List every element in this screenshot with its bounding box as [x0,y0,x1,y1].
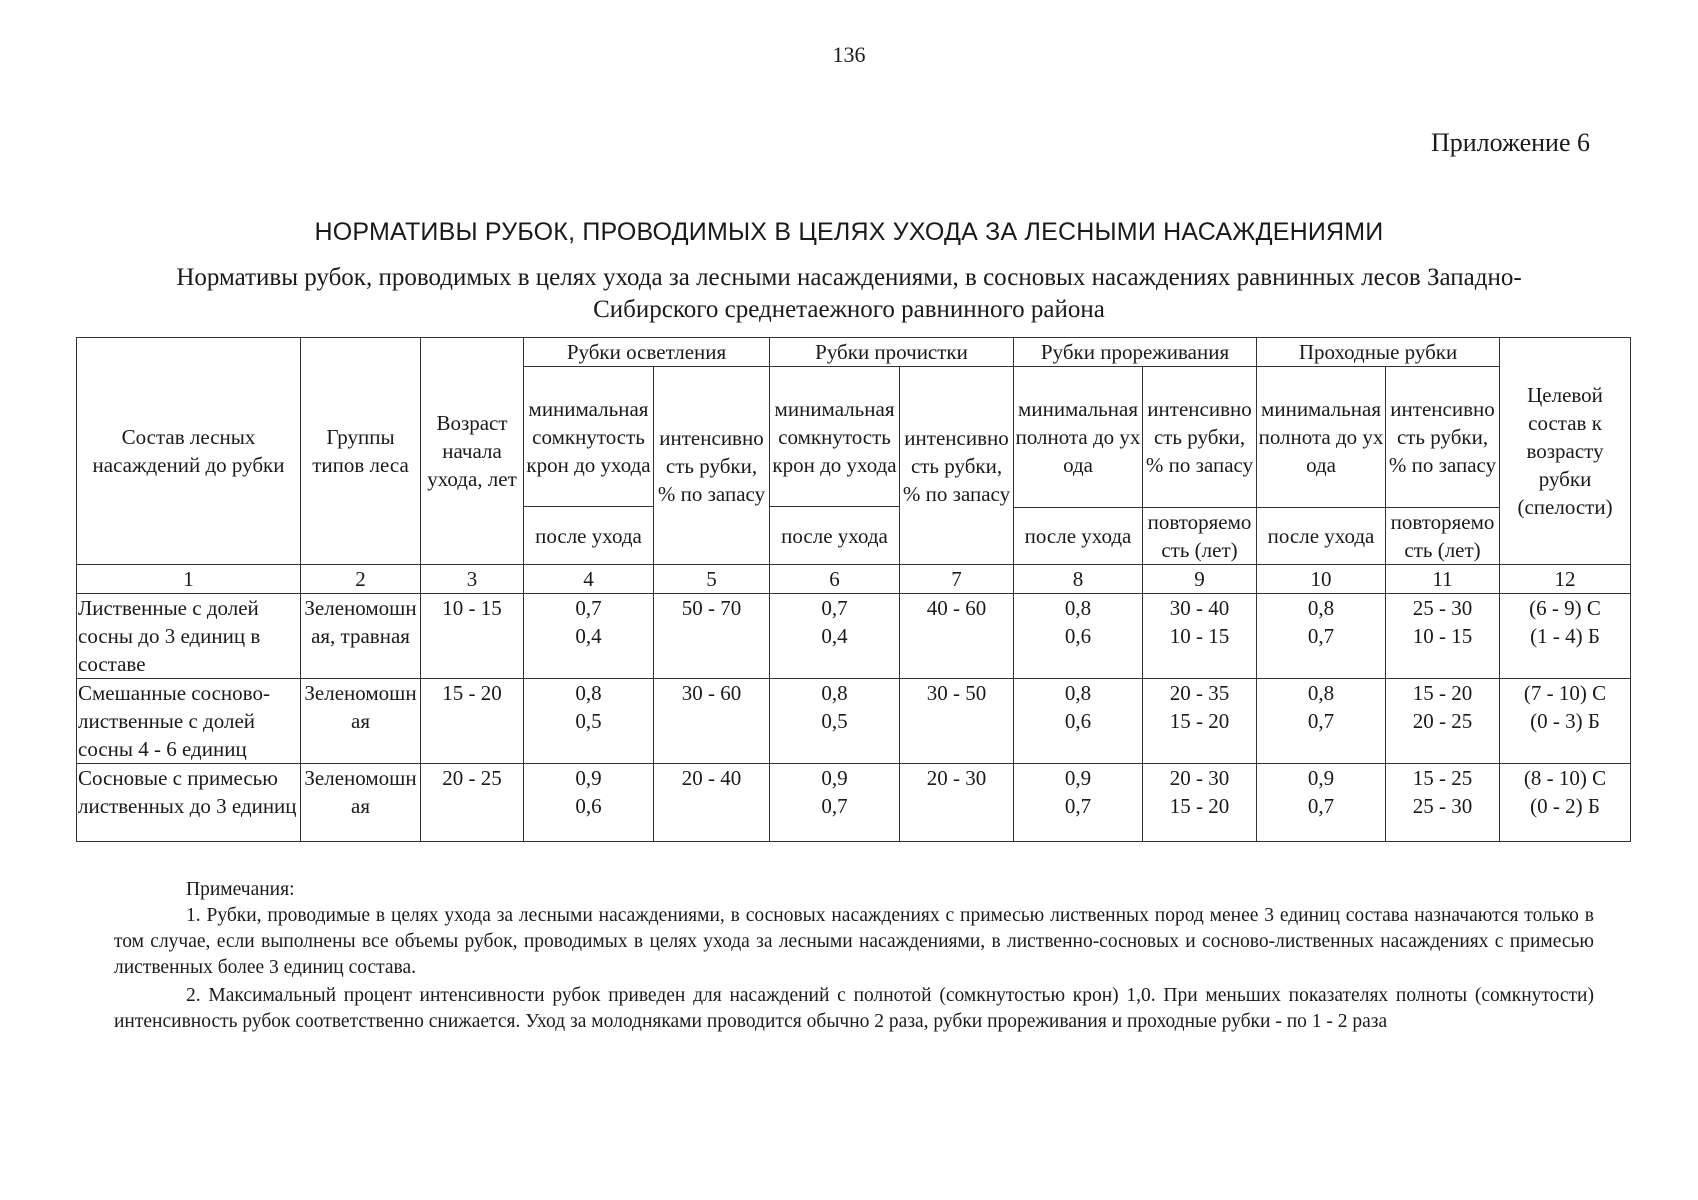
col-number: 1 [77,565,301,594]
header-prr-repeat: повторяемость (лет) [1143,508,1257,565]
cell-value: 10 - 15 [442,596,502,620]
table-cell [1500,764,1631,842]
document-title: НОРМАТИВЫ РУБОК, ПРОВОДИМЫХ В ЦЕЛЯХ УХОДА ЗА ЛЕСНЫМИ НАСАЖДЕНИЯМИ [314,218,1384,246]
cell-value: 0,8 [1307,596,1335,620]
cell-value: 10 - 15 [1169,624,1230,648]
cell-value: 30 - 60 [681,681,742,705]
cell-value: 0,5 [575,709,602,733]
header-passage: Проходные рубки [1257,338,1500,367]
header-forest-types: Группы типов леса [301,338,421,565]
header-pas-min: минимальная полнота до ухода [1257,367,1386,508]
cell-value: (6 - 9) С [1529,596,1601,620]
header-pro-intensity: интенсивность рубки, % по запасу [900,367,1014,565]
cell-value: (1 - 4) Б [1530,624,1600,648]
col-number: 11 [1386,565,1500,594]
cell-value: Смешанные сосново-лиственные с долей сосны 4 - 6 единиц [78,681,270,761]
header-cleaning: Рубки прочистки [770,338,1014,367]
table-cell [1257,679,1386,764]
header-osv-min: минимальная сомкнутость крон до ухода [524,367,654,507]
cell-value: 0,8 [575,681,602,705]
cell-value: 20 - 25 [1412,709,1473,733]
col-number: 4 [524,565,654,594]
header-start-age: Возраст начала ухода, лет [421,338,524,565]
norms-table [76,337,1631,842]
header-prr-min: минимальная полнота до ухода [1014,367,1143,508]
table-cell [900,679,1014,764]
cell-value: 0,6 [575,794,602,818]
cell-value: 30 - 40 [1169,596,1230,620]
header-row-1 [77,338,1631,367]
cell-value: (0 - 2) Б [1530,794,1600,818]
cell-value: 20 - 30 [926,766,987,790]
header-composition: Состав лесных насаждений до рубки [77,338,301,565]
cell-value: 0,5 [821,709,848,733]
cell-value: 0,7 [1307,624,1335,648]
table-cell [770,594,900,679]
table-cell [301,594,421,679]
table-cell [1386,679,1500,764]
cell-value: 0,7 [821,794,848,818]
col-number: 9 [1143,565,1257,594]
col-number: 8 [1014,565,1143,594]
table-cell [421,764,524,842]
col-number: 3 [421,565,524,594]
cell-value: Зеленомошная [304,766,417,818]
table-cell [1143,594,1257,679]
table-cell [77,594,301,679]
table-cell [1257,594,1386,679]
cell-value: 20 - 25 [442,766,502,790]
cell-value: 15 - 20 [442,681,502,705]
cell-value: 0,6 [1064,624,1092,648]
table-cell [1257,764,1386,842]
cell-value: 0,8 [1307,681,1335,705]
table-cell [421,679,524,764]
header-pro-min: минимальная сомкнутость крон до ухода [770,367,900,507]
col-number: 10 [1257,565,1386,594]
col-number: 12 [1500,565,1631,594]
cell-value: (7 - 10) С [1523,681,1607,705]
cell-value: (0 - 3) Б [1530,709,1600,733]
cell-value: 0,7 [821,596,848,620]
table-cell [770,764,900,842]
table-cell [301,764,421,842]
cell-value: 20 - 30 [1169,766,1230,790]
header-pas-repeat: повторяемость (лет) [1386,508,1500,565]
cell-value: (8 - 10) С [1523,766,1607,790]
notes-section [114,877,1594,1037]
header-osv-after: после ухода [524,507,654,565]
cell-value: 40 - 60 [926,596,987,620]
table-row [77,679,1631,764]
cell-value: 0,7 [1307,709,1335,733]
table-body [77,594,1631,842]
col-number: 2 [301,565,421,594]
cell-value: 20 - 35 [1169,681,1230,705]
header-osv-intensity: интенсивность рубки, % по запасу [654,367,770,565]
cell-value: 15 - 20 [1169,709,1230,733]
table-row [77,764,1631,842]
page-number: 136 [832,42,866,67]
header-prr-after: после ухода [1014,508,1143,565]
table-cell [1143,764,1257,842]
table-cell [524,594,654,679]
table-cell [1500,594,1631,679]
table-cell [77,679,301,764]
cell-value: 10 - 15 [1412,624,1473,648]
cell-value: 25 - 30 [1412,794,1473,818]
appendix-label: Приложение 6 [1430,128,1590,157]
cell-value: 0,9 [821,766,848,790]
note-item: 1. Рубки, проводимые в целях ухода за лесными насаждениями, в сосновых насаждениях с примесью лиственных пород менее 3 единиц состава назначаются только в том случае, если выполнены все объемы рубок, проводимых в целях ухода за лесными насаждениями, в лиственно-сосновых и сосново-лиственных насаждениях с примесью лиственных более 3 единиц состава. [114,905,1594,978]
table-cell [301,679,421,764]
table-cell [77,764,301,842]
table-cell [1386,764,1500,842]
col-number: 5 [654,565,770,594]
table-cell [654,594,770,679]
cell-value: 0,8 [821,681,848,705]
cell-value: 20 - 40 [681,766,742,790]
cell-value: 0,7 [1307,794,1335,818]
cell-value: 0,9 [575,766,602,790]
notes-heading: Примечания: [186,879,295,900]
cell-value: 0,8 [1064,596,1092,620]
table-cell [654,679,770,764]
cell-value: Сосновые с примесью лиственных до 3 единиц [78,766,297,818]
header-pas-intensity: интенсивность рубки, % по запасу [1386,367,1500,508]
cell-value: Зеленомошная, травная [304,596,417,648]
cell-value: 0,9 [1307,766,1335,790]
cell-value: 0,7 [575,596,602,620]
table-cell [900,594,1014,679]
table-cell [1386,594,1500,679]
table-subtitle: Нормативы рубок, проводимых в целях ухода за лесными насаждениями, в сосновых насаждениях равнинных лесов Западно-Сибирского среднетаежного равнинного района [176,264,1522,323]
table-row [77,594,1631,679]
header-target: Целевой состав к возрасту рубки (спелости) [1500,338,1631,565]
header-clarification: Рубки осветления [524,338,770,367]
cell-value: 30 - 50 [926,681,987,705]
cell-value: 0,9 [1064,766,1092,790]
col-number: 7 [900,565,1014,594]
header-thinning: Рубки прореживания [1014,338,1257,367]
table-cell [1014,764,1143,842]
table-cell [770,679,900,764]
header-prr-intensity: интенсивность рубки, % по запасу [1143,367,1257,508]
table-cell [654,764,770,842]
cell-value: 15 - 20 [1169,794,1230,818]
cell-value: 0,4 [821,624,848,648]
table-cell [1014,679,1143,764]
cell-value: Зеленомошная [304,681,417,733]
table-cell [900,764,1014,842]
table-cell [524,764,654,842]
column-numbers-row [77,565,1631,594]
cell-value: 0,4 [575,624,602,648]
col-number: 6 [770,565,900,594]
cell-value: 0,6 [1064,709,1092,733]
header-pro-after: после ухода [770,507,900,565]
cell-value: 0,7 [1064,794,1092,818]
table-cell [1143,679,1257,764]
table-cell [421,594,524,679]
cell-value: 15 - 20 [1412,681,1473,705]
table-cell [1500,679,1631,764]
cell-value: Лиственные с долей сосны до 3 единиц в составе [78,596,261,676]
cell-value: 25 - 30 [1412,596,1473,620]
table-cell [1014,594,1143,679]
cell-value: 50 - 70 [681,596,742,620]
note-item: 2. Максимальный процент интенсивности рубок приведен для насаждений с полнотой (сомкнутостью крон) 1,0. При меньших показателях полноты (сомкнутости) интенсивность рубок соответственно снижается. Уход за молодняками проводится обычно 2 раза, рубки прореживания и проходные рубки - по 1 - 2 раза [114,985,1594,1032]
cell-value: 15 - 25 [1412,766,1473,790]
table-cell [524,679,654,764]
header-pas-after: после ухода [1257,508,1386,565]
cell-value: 0,8 [1064,681,1092,705]
